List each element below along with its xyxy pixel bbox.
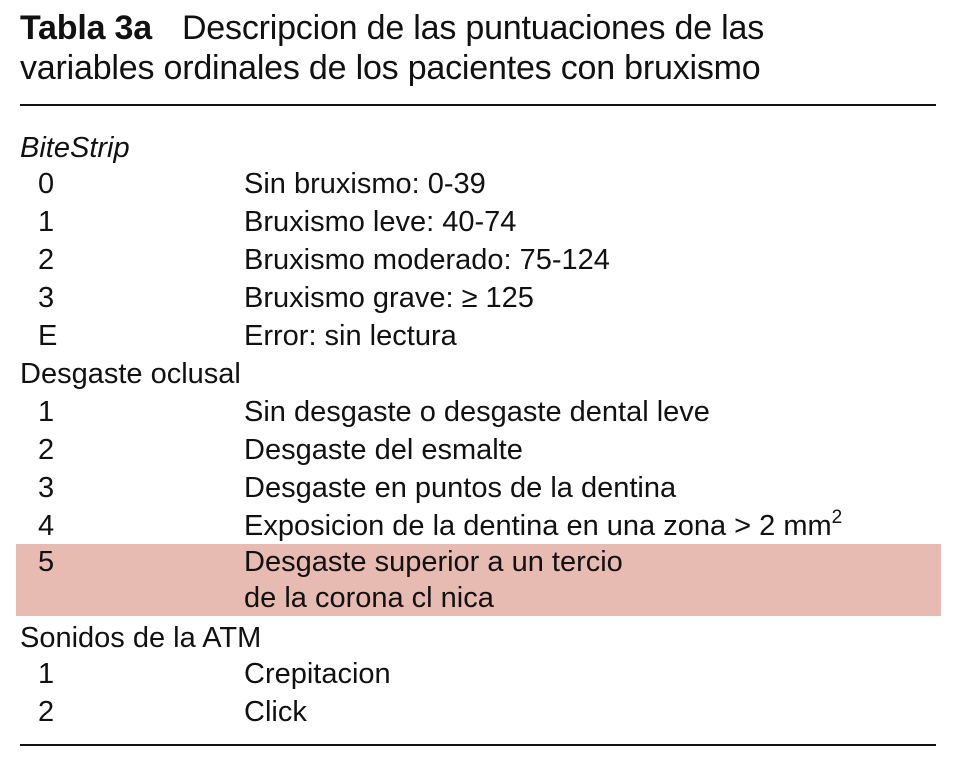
- row-description: [244, 544, 623, 616]
- row-description-line-2: de la corona cl nica: [244, 582, 494, 614]
- row-code: 2: [38, 696, 55, 728]
- section-heading-bitestrip: BiteStrip: [20, 132, 130, 164]
- row-code: 3: [38, 472, 55, 504]
- row-description: Sin bruxismo: 0-39: [244, 168, 486, 200]
- row-code: 1: [38, 658, 55, 690]
- row-code: 5: [38, 546, 55, 578]
- row-description: Crepitacion: [244, 658, 391, 690]
- row-description: [244, 508, 842, 544]
- table-row: [16, 544, 941, 616]
- top-rule: [20, 104, 936, 106]
- table-label: Tabla 3a: [20, 9, 152, 47]
- row-description-text: Exposicion de la dentina en una zona > 2 mm: [244, 510, 832, 542]
- row-description: Sin desgaste o desgaste dental leve: [244, 396, 710, 428]
- row-description: Bruxismo leve: 40-74: [244, 206, 517, 238]
- row-code: 3: [38, 282, 55, 314]
- bottom-rule: [20, 744, 936, 746]
- superscript-exponent: 2: [831, 507, 843, 528]
- title-line-1: Descripcion de las puntuaciones de las: [181, 9, 765, 47]
- row-description: Bruxismo grave: ≥ 125: [244, 282, 534, 314]
- table-title: [20, 8, 940, 88]
- row-code: 2: [38, 244, 55, 276]
- row-code: 1: [38, 206, 55, 238]
- row-code: 0: [38, 168, 55, 200]
- row-code: 1: [38, 396, 55, 428]
- row-description: Desgaste en puntos de la dentina: [244, 472, 677, 504]
- row-code: 2: [38, 434, 55, 466]
- row-description: Click: [244, 696, 307, 728]
- row-code: 4: [38, 510, 55, 542]
- section-heading-sonidos-atm: Sonidos de la ATM: [20, 622, 262, 654]
- row-description: Desgaste del esmalte: [244, 434, 523, 466]
- row-description: Bruxismo moderado: 75-124: [244, 244, 610, 276]
- section-heading-desgaste-oclusal: Desgaste oclusal: [20, 358, 241, 390]
- title-line-2: variables ordinales de los pacientes con bruxismo: [20, 49, 761, 87]
- row-description: Error: sin lectura: [244, 320, 457, 352]
- row-code: E: [38, 320, 58, 352]
- row-description-line-1: Desgaste superior a un tercio: [244, 546, 623, 578]
